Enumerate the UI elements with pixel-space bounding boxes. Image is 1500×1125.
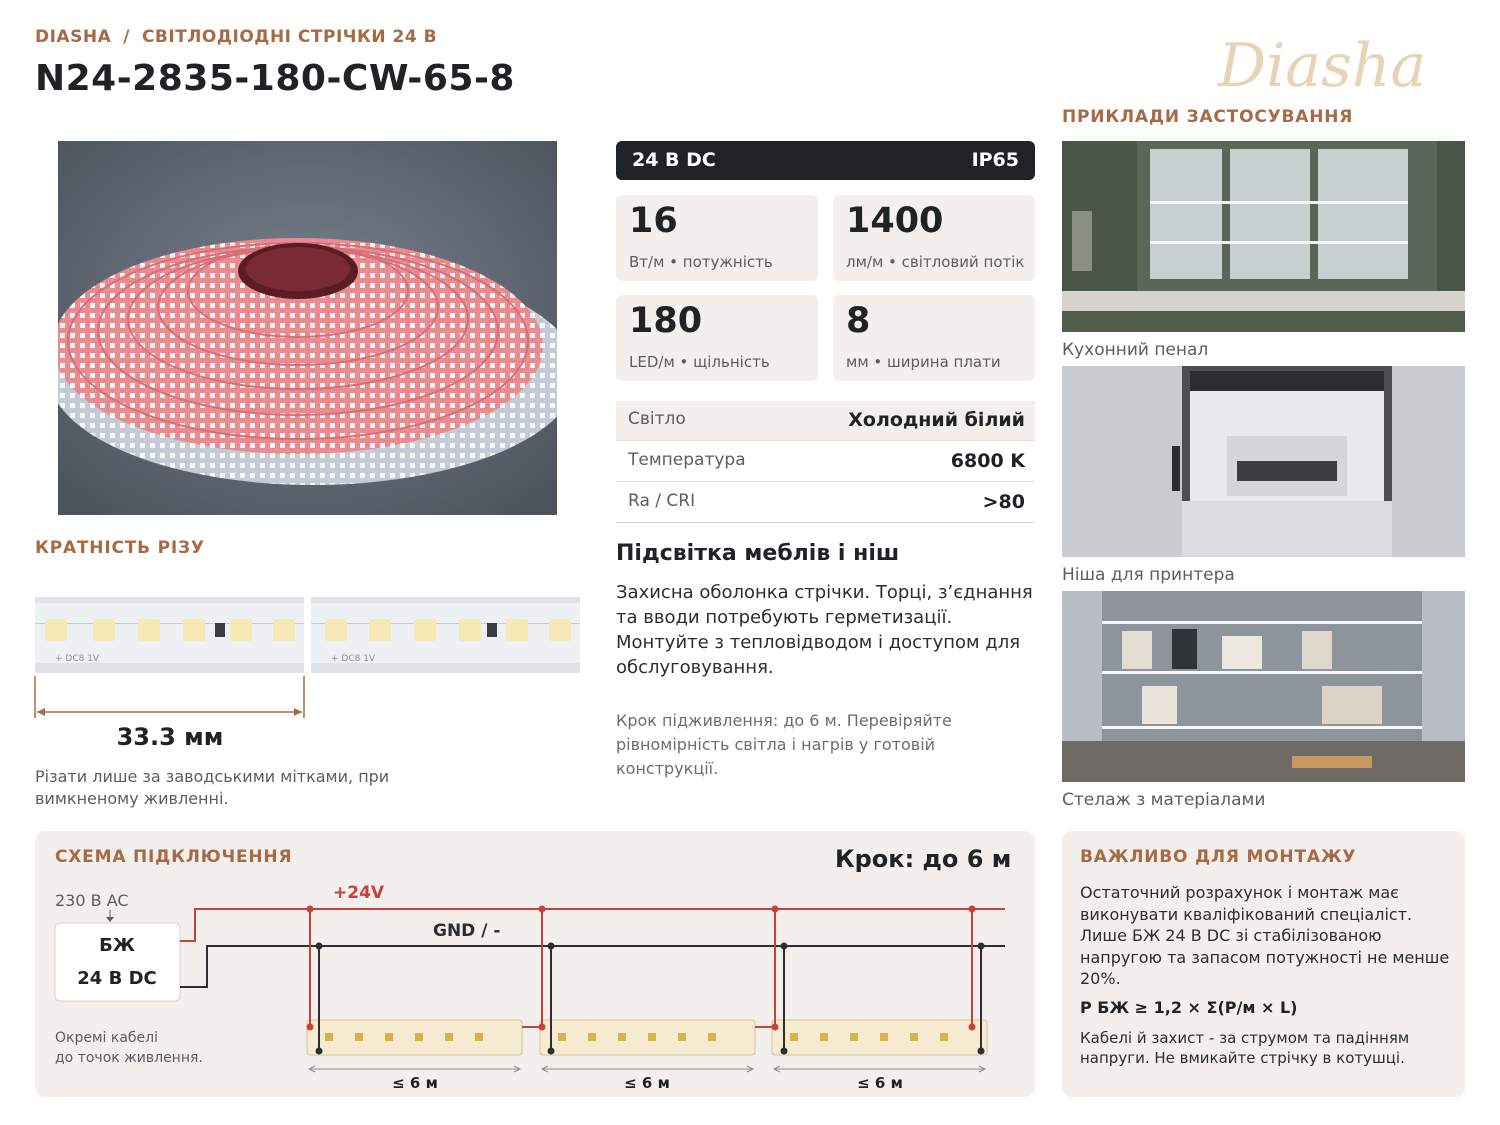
psu-label: БЖ — [99, 935, 135, 956]
application-caption: Стелаж з матеріалами — [1062, 790, 1266, 810]
cut-dimension-arrow — [33, 676, 307, 720]
application-photo-shelving — [1062, 591, 1465, 782]
spec-tile-value: 16 — [629, 201, 678, 241]
scheme-note-line2: до точок живлення. — [55, 1050, 203, 1066]
description-body: Захисна оболонка стрічки. Торці, з’єднання та вводи потребують герметизації. Монтуйте з тепловідводом і доступом для обслуговування. — [616, 582, 1033, 678]
spec-tile-label: Вт/м • потужність — [629, 253, 773, 271]
segment-dimension-lines — [309, 1066, 985, 1072]
application-caption: Кухонний пенал — [1062, 340, 1209, 360]
mounting-note: Кабелі й захист - за струмом та падінням напруги. Не вмикайте стрічку в котушці. — [1080, 1029, 1410, 1067]
spec-tile-power — [616, 195, 818, 281]
mains-label: 230 В AC — [55, 891, 129, 910]
mounting-title: ВАЖЛИВО ДЛЯ МОНТАЖУ — [1080, 847, 1357, 867]
spec-tile-label: мм • ширина плати — [846, 353, 1001, 371]
strip-marking: + DC8 1V — [55, 654, 100, 664]
spec-row-light — [616, 401, 1035, 441]
spec-row-key: Температура — [628, 450, 746, 470]
spec-tile-width — [833, 295, 1035, 381]
segment-length-3: ≤ 6 м — [857, 1074, 903, 1092]
ip-label: IP65 — [971, 149, 1019, 171]
application-photo-kitchen — [1062, 141, 1465, 332]
mounting-body: Остаточний розрахунок і монтаж має виконувати кваліфікований спеціаліст. Лише БЖ 24 В DC зі стабілізованою напругою та запасом потужності не менше 20%. — [1080, 883, 1450, 988]
application-photo-printer — [1062, 366, 1465, 557]
page-title: N24-2835-180-CW-65-8 — [35, 58, 515, 99]
spec-row-key: Світло — [628, 409, 686, 429]
spec-row-cri — [616, 483, 1035, 523]
spec-row-key: Ra / CRI — [628, 491, 696, 511]
segment-length-1: ≤ 6 м — [392, 1074, 438, 1092]
strip-segment-2 — [539, 906, 756, 1056]
mounting-formula: P БЖ ≥ 1,2 × Σ(P/м × L) — [1080, 998, 1298, 1017]
wiring-diagram — [35, 831, 1035, 1097]
brand-logo — [1210, 20, 1450, 100]
gnd-label: GND / - — [433, 921, 501, 941]
cut-title: КРАТНІСТЬ РІЗУ — [35, 538, 205, 558]
voltage-label: 24 В DC — [632, 149, 716, 171]
segment-length-2: ≤ 6 м — [624, 1074, 670, 1092]
cut-value: 33.3 мм — [116, 723, 224, 751]
spec-tile-flux — [833, 195, 1035, 281]
breadcrumb-category[interactable]: СВІТЛОДІОДНІ СТРІЧКИ 24 В — [141, 27, 438, 47]
description-title: Підсвітка меблів і ніш — [616, 541, 900, 566]
breadcrumb-brand[interactable]: DIASHA — [35, 27, 112, 47]
product-image — [58, 141, 557, 515]
spec-row-value: >80 — [982, 491, 1025, 513]
gnd-rail — [180, 946, 1005, 987]
spec-row-value: Холодний білий — [848, 409, 1025, 431]
scheme-step: Крок: до 6 м — [835, 845, 1012, 873]
plus-rail — [180, 909, 1005, 941]
strip-marking: + DC8 1V — [331, 654, 376, 664]
scheme-title: СХЕМА ПІДКЛЮЧЕННЯ — [55, 847, 293, 867]
application-caption: Ніша для принтера — [1062, 565, 1235, 585]
plus-label: +24V — [333, 883, 385, 903]
psu-voltage: 24 В DC — [77, 968, 157, 989]
description-note: Крок підживлення: до 6 м. Перевіряйте рівномірність світла і нагрів у готовій конструкції. — [616, 711, 952, 778]
spec-tile-label: лм/м • світловий потік — [846, 253, 1025, 271]
applications-title: ПРИКЛАДИ ЗАСТОСУВАННЯ — [1062, 107, 1354, 127]
spec-tile-label: LED/м • щільність — [629, 353, 770, 371]
spec-tile-value: 180 — [629, 301, 703, 341]
logo-text: Diasha — [1218, 31, 1427, 100]
cut-note: Різати лише за заводськими мітками, при вимкненому живленні. — [35, 767, 390, 808]
spec-tile-density — [616, 295, 818, 381]
spec-row-value: 6800 K — [950, 450, 1025, 472]
spec-tile-value: 8 — [846, 301, 871, 341]
strip-segment — [35, 595, 304, 675]
spec-tile-value: 1400 — [846, 201, 944, 241]
scheme-note-line1: Окремі кабелі — [55, 1030, 158, 1046]
spec-bar — [616, 141, 1035, 180]
strip-segment-3 — [772, 906, 988, 1056]
breadcrumb — [35, 27, 437, 47]
strip-segment — [311, 595, 580, 675]
spec-row-temperature — [616, 442, 1035, 482]
breadcrumb-separator: / — [123, 27, 130, 47]
